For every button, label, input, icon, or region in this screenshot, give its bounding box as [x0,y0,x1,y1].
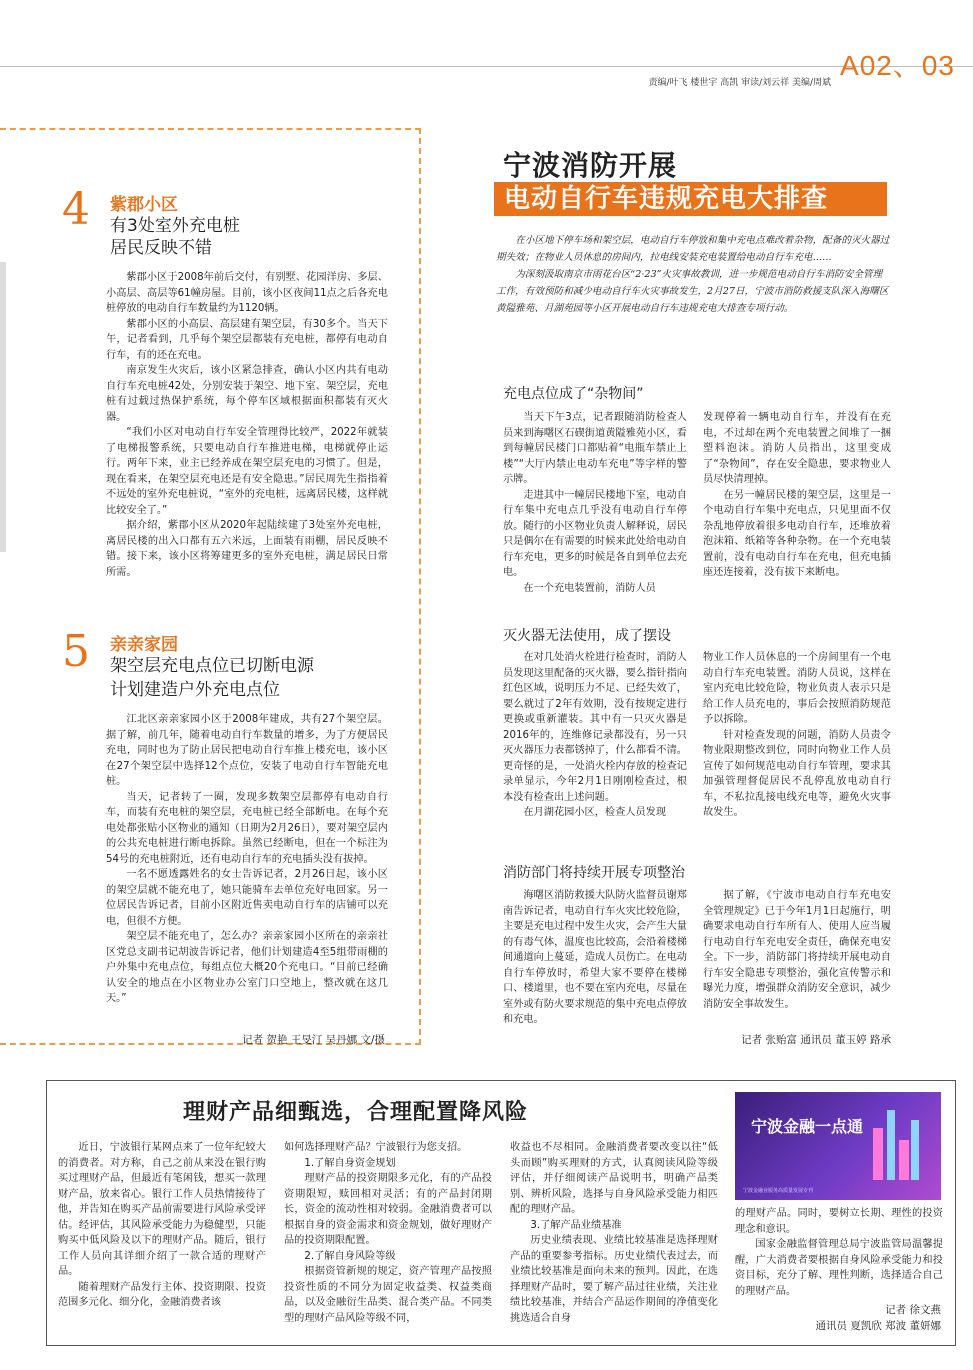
section-5-name: 亲亲家园 [110,635,178,655]
section-5-body [106,712,388,1032]
paragraph: 2.了解自身风险等级 [304,1250,396,1262]
finance-col-2 [284,1140,492,1332]
paragraph: 在一个充电装置前，消防人员 [523,582,656,594]
subsection-3-col-2 [703,888,891,1028]
section-5-subtitle-1: 架空层充电点位已切断电源 [110,656,314,676]
paragraph: 据了解，《宁波市电动自行车充电安全管理规定》已于今年1月1日起施行，明确要求电动自行车所有人、使用人应当履行电动自行车充电安全责任，确保充电安全。下一步，消防部门将持续开展电动自行车安全隐患专项整治，强化宣传警示和曝光力度，增强群众消防安全意识，减少消防安全事故发生。 [703,890,891,1010]
section-4-name: 紫郡小区 [110,195,178,215]
finance-col-4 [735,1206,943,1301]
section-4-subtitle-1: 有3处室外充电桩 [110,216,240,236]
subsection-2-col-2 [703,650,891,842]
section-5-byline: 记者 贺艳 王旻汀 吴丹娜 文/摄 [242,1034,385,1046]
editor-credits: 责编/叶飞 楼世宇 高凯 审读/刘云祥 美编/周斌 [648,78,831,88]
main-byline: 记者 张贻富 通讯员 董玉婷 路承 [741,1034,891,1046]
section-5-number: 5 [62,626,90,677]
subhead-3: 消防部门将持续开展专项整治 [503,865,685,881]
finance-col-1 [58,1140,266,1332]
paragraph: 物业工作人员休息的一个房间里有一个电动自行车充电装置。消防人员说，这样在室内充电比较危险，物业负责人表示只是给工作人员充电的，事后会按照消防规范予以拆除。 [703,652,891,725]
paragraph: 的理财产品。同时，要树立长期、理性的投资理念和意识。 [735,1208,943,1235]
paragraph: 针对检查发现的问题，消防人员责令物业限期整改到位，同时向物业工作人员宣传了如何规范电动自行车管理，要求其加强管理督促居民不乱停乱放电动自行车，不私拉乱接电线充电等，避免火灾事故发生。 [703,729,891,818]
paragraph: “我们小区对电动自行车安全管理得比较严，2022年就装了电梯报警系统，只要电动自行车推进电梯，电梯就停止运行。两年下来，业主已经养成在架空层充电的习惯了。但是，现在看来，在架空层充电还是有安全隐患。”居民周先生指指着不远处的室外充电桩说，“室外的充电桩，远离居民楼，这样就比较安全了。” [106,427,388,516]
banner-building-icon [873,1128,883,1180]
main-headline: 宁波消防开展 [503,149,678,182]
paragraph: 架空层不能充电了，怎么办？亲亲家园小区所在的亲亲社区党总支副书记胡波告诉记者，他们计划建造4至5组带雨棚的户外集中充电点位，每组点位大概20个充电口。“目前已经确认安全的地点在小区物业办公室门口空地上，整改就在这几天。” [106,931,388,1004]
paragraph: 历史业绩表现、业绩比较基准是选择理财产品的重要参考指标。历史业绩代表过去，而业绩比较基准是面向未来的预判。因此，在选择理财产品时，要了解产品过往业绩，关注业绩比较基准，并结合产品运作期间的净值变化挑选适合自身 [510,1235,718,1324]
section-4-body [106,270,388,606]
page-number: A02、03 [840,50,955,81]
finance-col-3 [510,1140,718,1332]
banner-footnote: 宁波金融业服务高质量发展专刊 [743,1188,814,1194]
paragraph: 南京发生火灾后，该小区紧急排查，确认小区内共有电动自行车充电桩42处，分别安装于架空、地下室、架空层，充电桩有过载过热保护系统，每个停车区域根据面积都装有灭火器。 [106,365,388,423]
paragraph: 根据资管新规的规定，资产管理产品按照投资性质的不同分为固定收益类、权益类商品，以及金融衍生品类、混合类产品。不同类型的理财产品风险等级不同， [284,1266,492,1324]
header-rule [0,66,973,67]
subhead-1: 充电点位成了“杂物间” [503,386,644,402]
paragraph: 在另一幢居民楼的架空层，这里是一个电动自行车集中充电点，只见里面不仅杂乱地停放着很多电动自行车，还堆放着泡沫箱、纸箱等各种杂物。在一个充电装置前，没有电动自行车在充电，但充电插座还连接着，没有拔下来断电。 [703,489,891,578]
paragraph: 海曙区消防救援大队防火监督员谢郑南告诉记者，电动自行车火灾比较危险，主要是充电过程中发生火灾，会产生大量的有毒气体，温度也比较高，会沿着楼梯间通道向上蔓延，造成人员伤亡。在电动自行车停放时，希望大家不要停在楼梯口、楼道里，也不要在室内充电，尽量在室外或有防火要求规范的集中充电点停放和充电。 [503,890,687,1025]
lead-paragraph: 在小区地下停车场和架空层，电动自行车停放和集中充电点难改着杂物，配备的灭火器过期失效；在物业人员休息的房间内，拉电线安装充电装置给电动自行车充电…… [496,235,890,263]
paragraph: 紫郡小区的小高层、高层建有架空层，有30多个。当天下午，记者看到，几乎每个架空层都装有充电桩，都停有电动自行车，有的还在充电。 [106,318,388,361]
finance-byline-2: 通讯员 夏凯欣 郑波 董妍娜 [815,1320,941,1332]
paragraph: 在月湖花园小区，检查人员发现 [523,807,667,818]
paragraph: 紫郡小区于2008年前后交付，有别墅、花园洋房、多层、小高层、高层等61幢房屋。目前，该小区夜间11点之后各充电桩停放的电动自行车数量约为1120辆。 [106,272,388,314]
banner-building-icon [911,1120,919,1180]
subsection-1-col-1 [503,410,687,608]
paragraph: 据介绍，紫郡小区从2020年起陆续建了3处室外充电桩，离居民楼的出入口都有五六米远，上面装有雨棚，居民反映不错。接下来，该小区将筹建更多的室外充电桩，满足居民日常所需。 [106,520,388,578]
subsection-3-col-1 [503,888,687,1038]
paragraph: 收益也不尽相同。金融消费者要改变以往“低头而顾”购买理财的方式，认真阅读风险等级评估，并仔细阅读产品说明书，明确产品类别、辨析风险，选择与自身风险承受能力相匹配的理财产品。 [510,1142,718,1215]
paragraph: 国家金融监督管理总局宁波监管局温馨提醒，广大消费者要根据自身风险承受能力和投资目标，充分了解、理性判断，选择适合自己的理财产品。 [735,1239,943,1297]
paragraph: 1.了解自身资金规划 [304,1157,396,1169]
paragraph: 随着理财产品发行主体、投资期限、投资范围多元化、细分化，金融消费者该 [58,1281,266,1308]
paragraph: 近日，宁波银行某网点来了一位年纪较大的消费者。对方称，自己之前从来没在银行购买过理财产品，但最近有笔闲钱，想买一款理财产品，放来省心。银行工作人员热情接待了他，并告知在购买产品前需要进行风险承受评估。经评估，其风险承受能力为稳健型，只能购买中低风险及以下的理财产品。随后，银行工作人员向其详细介绍了一款合适的理财产品。 [58,1142,266,1277]
article-lead [496,232,891,317]
banner-title: 宁波金融一点通 [751,1117,864,1136]
paragraph: 在对几处消火栓进行检查时，消防人员发现这里配备的灭火器，要么指针指向红色区域，说明压力不足、已经失效了，要么就过了2年有效期，没有按规定进行更换或重新灌装。其中有一只灭火器是2016年的，连维修记录都没有，另一只灭火器压力表都锈掉了，什么都看不清。更奇怪的是，一处消火栓内存放的检查记录单显示，今年2月1日刚刚检查过，根本没有检查出上述问题。 [503,652,687,803]
banner-building-icon [887,1110,895,1180]
subhead-2: 灭火器无法使用，成了摆设 [503,628,671,644]
paragraph: 走进其中一幢居民楼地下室，电动自行车集中充电点几乎没有电动自行车停放。随行的小区物业负责人解释说，居民只是偶尔在有需要的时候来此处给电动自行车充电，更多的时候是各自到单位去充电。 [503,489,687,578]
lead-paragraph: 为深刻汲取南京市雨花台区“2·23”火灾事故教训，进一步规范电动自行车消防安全管理工作，有效预防和减少电动自行车火灾事故发生，2月27日，宁波市消防救援支队深入海曙区黄隘雅苑、月湖苑园等小区开展电动自行车违规充电大排查专项行动。 [496,269,889,314]
margin-strip [0,262,6,552]
paragraph: 一名不愿透露姓名的女士告诉记者，2月26日起，该小区的架空层就不能充电了，她只能骑车去单位充好电回家。另一位居民告诉记者，目前小区附近售卖电动自行车的店铺可以充电，但很不方便。 [106,869,388,927]
paragraph: 江北区亲亲家园小区于2008年建成，共有27个架空层。据了解，前几年，随着电动自行车数量的增多，为了方便居民充电，同时也为了防止居民把电动自行车推上楼充电，该小区在27个架空层中选择12个点位，安装了电动自行车智能充电桩。 [106,714,388,787]
paragraph: 如何选择理财产品？宁波银行为您支招。 [284,1142,468,1153]
section-4-subtitle-2: 居民反映不错 [110,238,212,258]
paragraph: 当天下午3点，记者跟随消防检查人员来到海曙区石碶街道黄隘雅苑小区，看到每幢居民楼门口都贴着“电瓶车禁止上楼”“大厅内禁止电动车充电”等字样的警示牌。 [503,412,687,485]
paragraph: 3.了解产品业绩基准 [530,1219,622,1231]
banner-building-icon [899,1140,909,1180]
section-4-number: 4 [62,184,90,235]
main-headline-highlight: 电动自行车违规充电大排查 [494,182,887,216]
paragraph: 当天，记者转了一圈，发现多数架空层都停有电动自行车，而装有充电桩的架空层，充电桩已经全部断电。在每个充电处都张贴小区物业的通知（日期为2月26日），要对架空层内的公共充电桩进行断电拆除。虽然已经断电，但在一个标注为54号的充电桩附近，还有电动自行车的充电插头没有拔掉。 [106,791,388,865]
finance-headline: 理财产品细甄选，合理配置降风险 [183,1100,529,1125]
section-5-subtitle-2: 计划建造户外充电点位 [110,680,280,700]
subsection-2-col-1 [503,650,687,842]
paragraph: 发现停着一辆电动自行车，并没有在充电，不过却在两个充电装置之间堆了一捆塑料泡沫。消防人员指出，这里变成了“杂物间”，存在安全隐患，要求物业人员尽快清理掉。 [703,412,891,485]
paragraph: 理财产品的投资期限多元化，有的产品投资期限短，赎回相对灵活；有的产品封闭期长，资金的流动性相对较弱。金融消费者可以根据自身的资金需求和资金规划，做好理财产品的投资期限配置。 [284,1173,492,1246]
finance-banner [735,1092,941,1200]
finance-byline-1: 记者 徐文燕 [885,1304,941,1316]
subsection-1-col-2 [703,410,891,608]
